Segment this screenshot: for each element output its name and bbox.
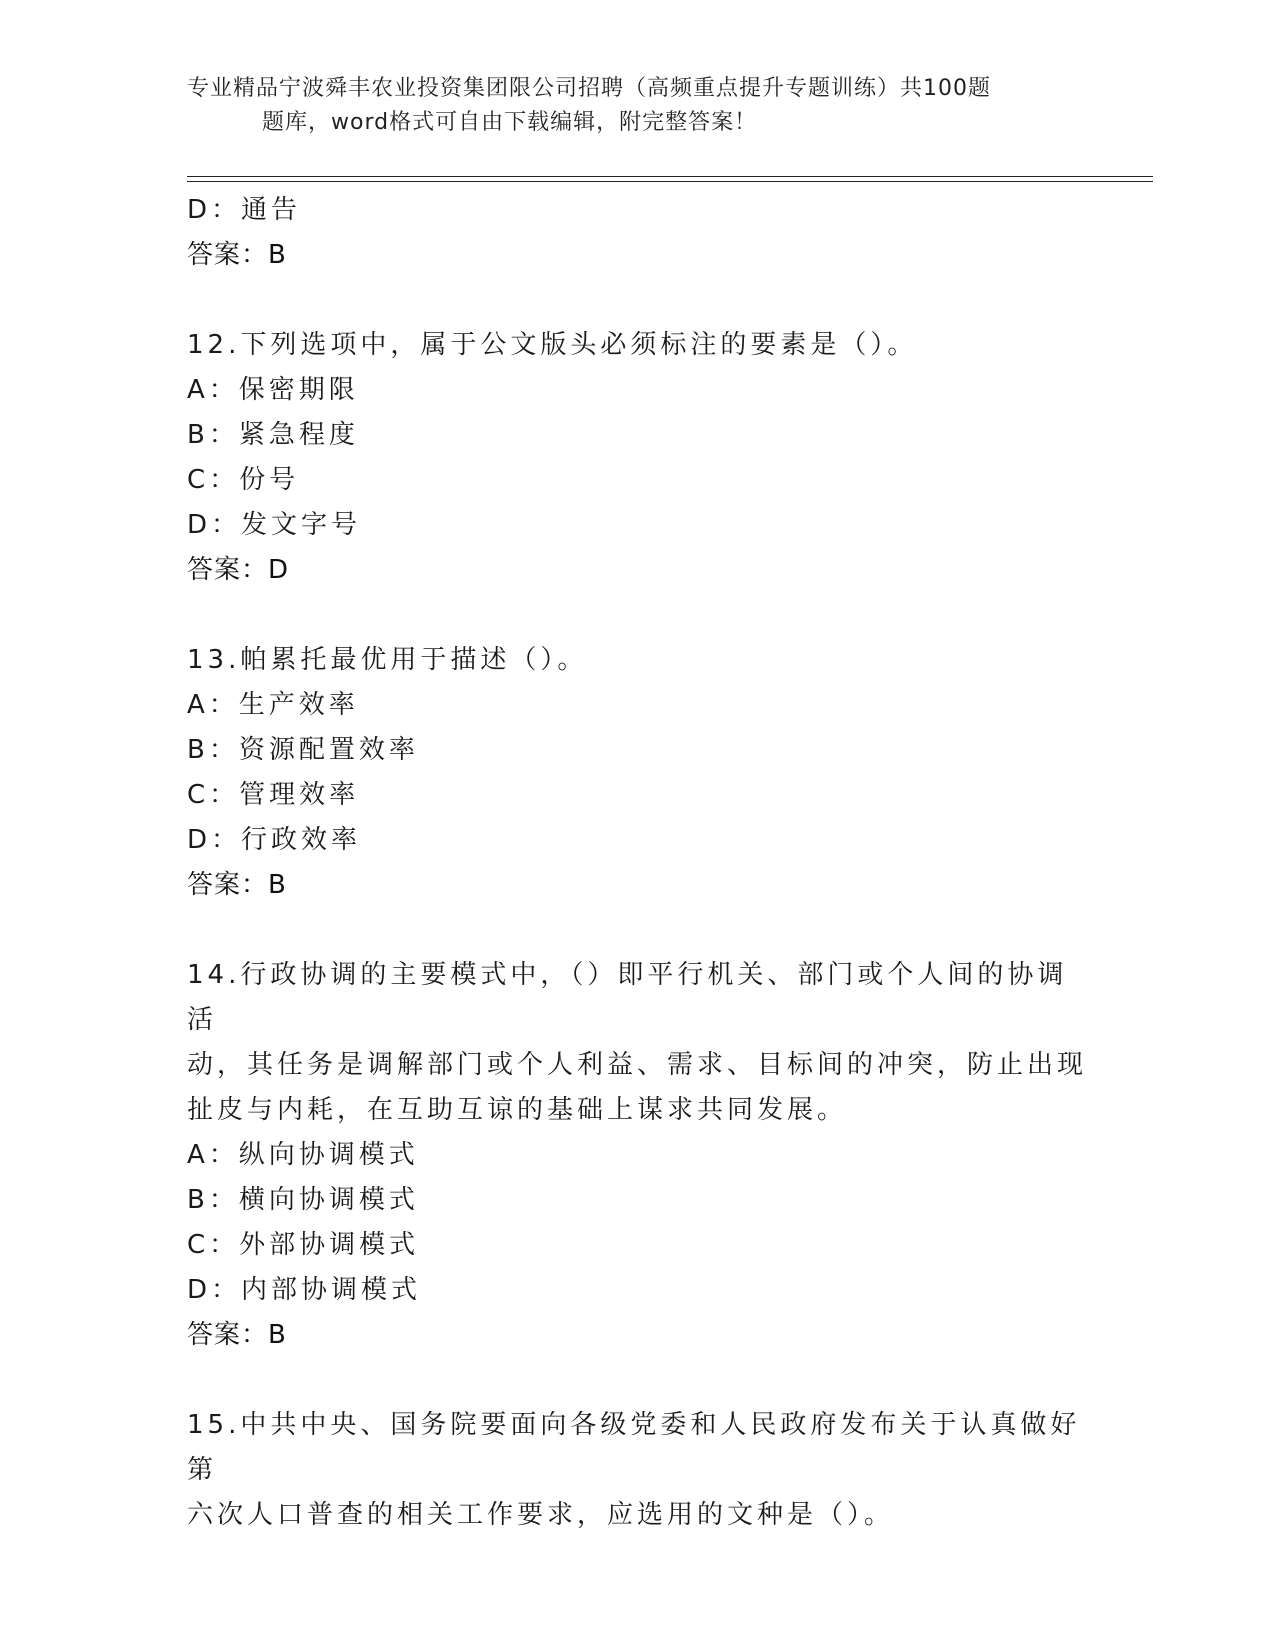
question-text-line-3: 扯皮与内耗，在互助互谅的基础上谋求共同发展。 bbox=[187, 1095, 848, 1125]
document-header bbox=[187, 72, 1067, 140]
answer-line: 答案：B bbox=[187, 240, 287, 270]
option-d: D：发文字号 bbox=[187, 510, 362, 540]
question-15 bbox=[187, 1403, 1087, 1538]
option-b: B：紧急程度 bbox=[187, 420, 359, 450]
question-13 bbox=[187, 638, 1087, 908]
option-a: A：生产效率 bbox=[187, 690, 359, 720]
option-d: D：行政效率 bbox=[187, 825, 362, 855]
question-12 bbox=[187, 323, 1087, 593]
question-text: 12.下列选项中，属于公文版头必须标注的要素是（）。 bbox=[187, 330, 918, 360]
option-c: C：外部协调模式 bbox=[187, 1230, 420, 1260]
header-title-line-1: 专业精品宁波舜丰农业投资集团限公司招聘（高频重点提升专题训练）共100题 bbox=[187, 76, 991, 101]
question-text-line-2: 六次人口普查的相关工作要求，应选用的文种是（）。 bbox=[187, 1500, 895, 1530]
option-d: D：内部协调模式 bbox=[187, 1275, 422, 1305]
option-a: A：保密期限 bbox=[187, 375, 359, 405]
option-b: B：横向协调模式 bbox=[187, 1185, 419, 1215]
header-rule-bottom bbox=[187, 181, 1153, 182]
document-body bbox=[187, 188, 1087, 1538]
answer-line: 答案：B bbox=[187, 870, 287, 900]
question-text: 13.帕累托最优用于描述（）。 bbox=[187, 645, 588, 675]
option-a: A：纵向协调模式 bbox=[187, 1140, 419, 1170]
option-d: D：通告 bbox=[187, 195, 302, 225]
question-text-line-1: 14.行政协调的主要模式中，（）即平行机关、部门或个人间的协调活 bbox=[187, 960, 1068, 1035]
option-c: C：管理效率 bbox=[187, 780, 360, 810]
answer-line: 答案：B bbox=[187, 1320, 287, 1350]
answer-line: 答案：D bbox=[187, 555, 290, 585]
option-b: B：资源配置效率 bbox=[187, 735, 419, 765]
question-text-line-1: 15.中共中央、国务院要面向各级党委和人民政府发布关于认真做好第 bbox=[187, 1410, 1081, 1485]
question-text-line-2: 动，其任务是调解部门或个人利益、需求、目标间的冲突，防止出现 bbox=[187, 1050, 1088, 1080]
option-c: C：份号 bbox=[187, 465, 300, 495]
question-14 bbox=[187, 953, 1087, 1358]
header-title-line-2: 题库，word格式可自由下载编辑，附完整答案！ bbox=[262, 110, 758, 135]
header-rule-top bbox=[187, 176, 1153, 177]
